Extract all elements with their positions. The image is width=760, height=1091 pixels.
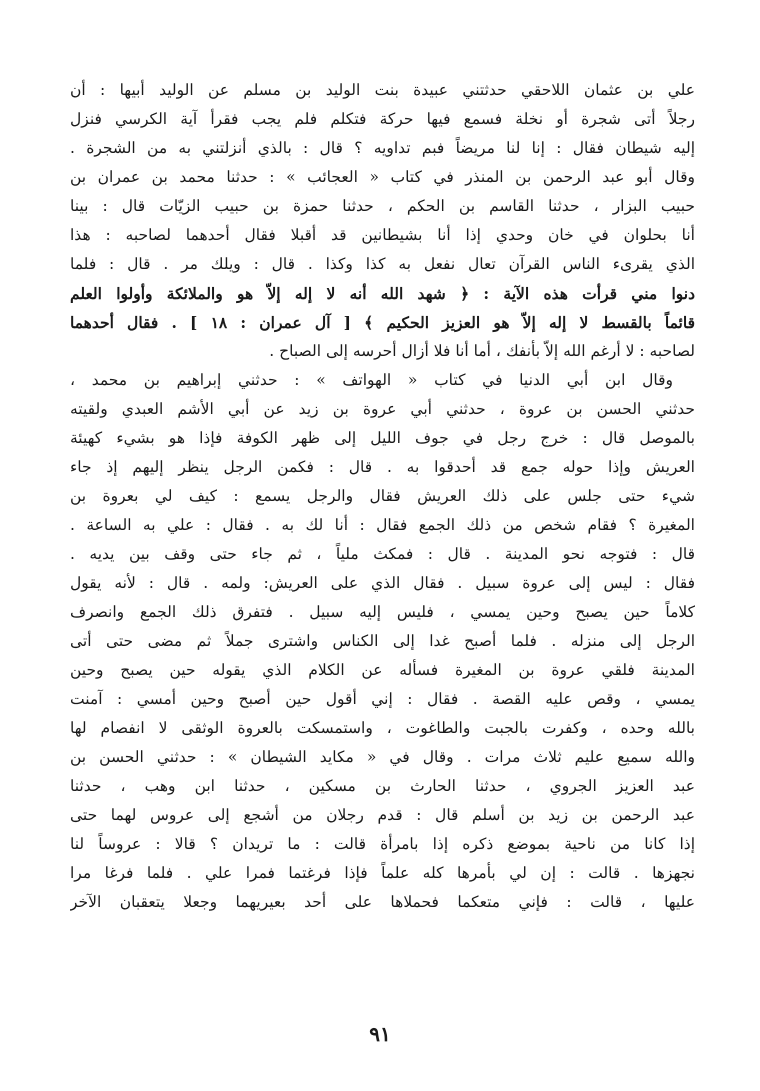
text-line: يمسي ، وقص عليه القصة . فقال : إني أقول حين أصبح وحين أمسي : آمنت	[70, 690, 695, 708]
text-line: الذي يقرىء الناس القرآن تعال نفعل به كذا وكذا . قال : ويلك مر . قال : فلما	[70, 255, 695, 273]
text-line: وقال أبو عبد الرحمن بن المنذر في كتاب « العجائب » : حدثنا محمد بن عمران بن	[70, 168, 695, 186]
text-line: رجلاً أتى شجرة أو نخلة فسمع فيها حركة فتكلم فلم يجب فقرأ آية الكرسي فنزل	[70, 110, 695, 128]
text-line: العريش وإذا حوله جمع قد أحدقوا به . قال : فكمن الرجل ينظر إليهم إذ جاء	[70, 458, 695, 476]
text-line: والله سميع عليم ثلاث مرات . وقال في « مكايد الشيطان » : حدثني الحسن بن	[70, 748, 695, 766]
text-line: حدثني الحسن بن عروة ، حدثني أبي عروة بن زيد عن أبي الأشم العبدي ولقيته	[70, 400, 695, 418]
text-line: كلاماً حين يصبح وحين يمسي ، فليس إليه سبيل . فتفرق ذلك الجمع وانصرف	[70, 603, 695, 621]
text-line: نجهزها . قالت : إن لي بأمرها كله علماً فإذا فرغتما فمرا علي . فلما فرغا مرا	[70, 864, 695, 882]
text-line: عبد الرحمن بن زيد بن أسلم قال : قدم رجلان من أشجع إلى عروس لهما حتى	[70, 806, 695, 824]
text-line: أنا بحلوان في خان وحدي إذا أنا بشيطانين قد أقبلا فقال أحدهما لصاحبه : هذا	[70, 226, 695, 244]
text-line: الرجل إلى منزله . فلما أصبح غدا إلى الكناس واشترى جملاً ثم مضى حتى أتى	[70, 632, 695, 650]
text-line: إذا كانا من ناحية بموضع ذكره إذا بامرأة قالت : ما تريدان ؟ قالا : عروساً لنا	[70, 835, 695, 853]
text-line: عليها ، قالت : فإني متعكما فحملاها على أحد بعيريهما وجعلا يتعقبان الآخر	[70, 893, 695, 911]
text-line: بالله وحده ، وكفرت بالجبت والطاغوت ، واستمسكت بالعروة الوثقى لا انفصام لها	[70, 719, 695, 737]
page-number: ٩١	[369, 1022, 391, 1046]
quran-verse-line: قائماً بالقسط لا إله إلاّ هو العزيز الحكيم ﴾ [ آل عمران : ١٨ ] . فقال أحدهما	[70, 313, 695, 332]
text-line: فقال : ليس إلى عروة سبيل . فقال الذي على العريش: ولمه . قال : لأنه يقول	[70, 574, 695, 592]
text-line: المغيرة ؟ فقام شخص من ذلك الجمع فقال : أنا لك به . فقال : علي به الساعة .	[70, 516, 695, 534]
text-line: لصاحبه : لا أرغم الله إلاّ بأنفك ، أما أنا فلا أزال أحرسه إلى الصباح .	[269, 342, 695, 360]
text-line: عبد العزيز الجروي ، حدثنا الحارث بن مسكين ، حدثنا ابن وهب ، حدثنا	[70, 777, 695, 795]
body-text	[70, 76, 695, 917]
text-line: علي بن عثمان اللاحقي حدثتني عبيدة بنت الوليد بن مسلم عن الوليد أبيها : أن	[70, 81, 695, 99]
text-line: حبيب البزار ، حدثنا القاسم بن الحكم ، حدثنا حمزة بن حبيب الزيّات قال : بينا	[70, 197, 695, 215]
quran-verse-line: دنوا مني قرأت هذه الآية : ﴿ شهد الله أنه لا إله إلاّ هو والملائكة وأولوا العلم	[70, 284, 695, 303]
text-line: شيء حتى جلس على ذلك العريش فقال والرجل يسمع : كيف لي بعروة بن	[70, 487, 695, 505]
paragraph-start-line: وقال ابن أبي الدنيا في كتاب « الهواتف » : حدثني إبراهيم بن محمد ،	[70, 371, 673, 389]
text-line: بالموصل قال : خرج رجل في جوف الليل إلى ظهر الكوفة فإذا هو بشيء كهيئة	[70, 429, 695, 447]
text-line: قال : فتوجه نحو المدينة . قال : فمكث ملياً ، ثم جاء حتى وقف بين يديه .	[70, 545, 695, 563]
text-line: المدينة فلقي عروة بن المغيرة فسأله عن الكلام الذي يقوله حين يصبح وحين	[70, 661, 695, 679]
text-line: إليه شيطان فقال : إنا لنا مريضاً فبم تداويه ؟ قال : بالذي أنزلتني به من الشجرة .	[70, 139, 695, 157]
